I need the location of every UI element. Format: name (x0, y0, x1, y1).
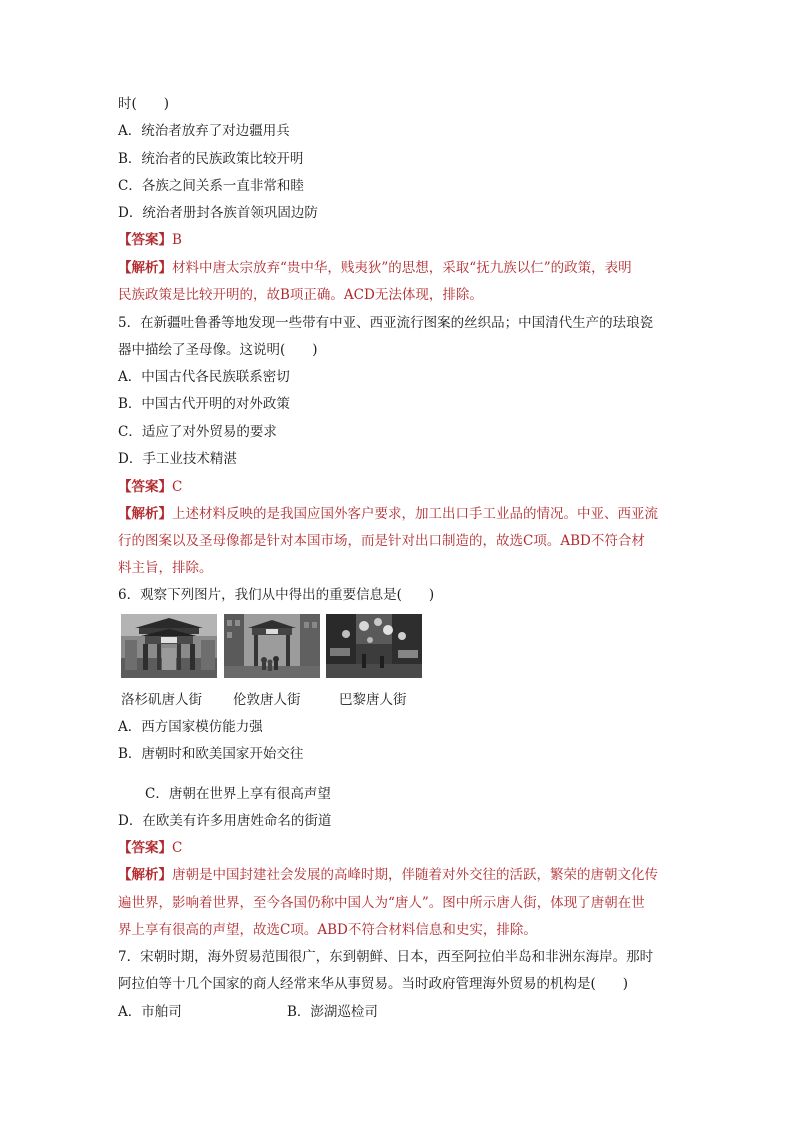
q5-option-b: B．中国古代开明的对外政策 (118, 396, 290, 412)
q4-analysis-line-2: 民族政策是比较开明的，故B项正确。ACD无法体现，排除。 (118, 287, 483, 303)
q5-analysis-line-1 (118, 504, 658, 524)
q6-option-a: A．西方国家模仿能力强 (118, 719, 263, 735)
q6-analysis-line-3: 界上享有很高的声望，故选C项。ABD不符合材料信息和史实，排除。 (118, 922, 537, 938)
q4-option-c: C．各族之间关系一直非常和睦 (118, 178, 304, 194)
analysis-tag: 【解析】 (118, 867, 172, 883)
q7-stem-line-2: 阿拉伯等十几个国家的商人经常来华从事贸易。当时政府管理海外贸易的机构是( ) (118, 976, 629, 992)
answer-tag: 【答案】 (118, 479, 172, 495)
q7-stem-line-1: 7．宋朝时期，海外贸易范围很广，东到朝鲜、日本，西至阿拉伯半岛和非洲东海岸。那时 (118, 949, 654, 965)
q6-stem: 6．观察下列图片，我们从中得出的重要信息是( ) (118, 587, 435, 603)
q5-stem-line-1: 5．在新疆吐鲁番等地发现一些带有中亚、西亚流行图案的丝织品；中国清代生产的珐琅瓷 (118, 315, 654, 331)
q6-analysis-line-1 (118, 865, 658, 885)
q4-analysis-line-1 (118, 258, 632, 278)
q6-option-d: D．在欧美有许多用唐姓命名的街道 (118, 813, 332, 829)
analysis-tag: 【解析】 (118, 260, 172, 276)
q4-stem-end: 时( ) (118, 96, 170, 112)
q5-option-c: C．适应了对外贸易的要求 (118, 424, 277, 440)
q5-analysis-line-3: 料主旨，排除。 (118, 560, 213, 576)
analysis-tag: 【解析】 (118, 506, 172, 522)
answer-tag: 【答案】 (118, 232, 172, 248)
q4-option-a: A．统治者放弃了对边疆用兵 (118, 123, 290, 139)
q5-option-d: D．手工业技术精湛 (118, 451, 237, 467)
q5-stem-line-2: 器中描绘了圣母像。这说明( ) (118, 342, 318, 358)
q6-caption-london: 伦敦唐人街 (233, 692, 301, 708)
q5-option-a: A．中国古代各民族联系密切 (118, 369, 290, 385)
q5-analysis-line-2: 行的图案以及圣母像都是针对本国市场，而是针对出口制造的，故选C项。ABD不符合材 (118, 533, 645, 549)
q6-option-b: B．唐朝时和欧美国家开始交往 (118, 746, 304, 762)
q5-answer (118, 477, 182, 497)
q4-answer (118, 230, 182, 250)
q6-option-c: C．唐朝在世界上享有很高声望 (145, 786, 331, 802)
q7-option-a: A．市舶司 (118, 1004, 182, 1020)
q4-option-b: B．统治者的民族政策比较开明 (118, 151, 304, 167)
q7-option-b: B．澎湖巡检司 (287, 1004, 378, 1020)
q6-caption-los-angeles: 洛杉矶唐人街 (121, 692, 202, 708)
analysis-text: 唐朝是中国封建社会发展的高峰时期，伴随着对外交往的活跃，繁荣的唐朝文化传 (172, 867, 658, 883)
photo-los-angeles-chinatown (121, 614, 217, 678)
answer-tag: 【答案】 (118, 840, 172, 856)
q6-caption-paris: 巴黎唐人街 (339, 692, 407, 708)
photo-london-chinatown (224, 614, 320, 678)
analysis-text: 材料中唐太宗放弃“贵中华，贱夷狄”的思想，采取“抚九族以仁”的政策，表明 (172, 260, 632, 276)
q4-option-d: D．统治者册封各族首领巩固边防 (118, 205, 318, 221)
q6-answer (118, 838, 182, 858)
answer-value: C (172, 479, 183, 495)
analysis-text: 上述材料反映的是我国应国外客户要求，加工出口手工业品的情况。中亚、西亚流 (172, 506, 658, 522)
q6-analysis-line-2: 遍世界，影响着世界，至今各国仍称中国人为“唐人”。图中所示唐人街，体现了唐朝在世 (118, 895, 645, 911)
answer-value: B (172, 232, 182, 248)
photo-paris-chinatown (326, 614, 422, 678)
answer-value: C (172, 840, 183, 856)
